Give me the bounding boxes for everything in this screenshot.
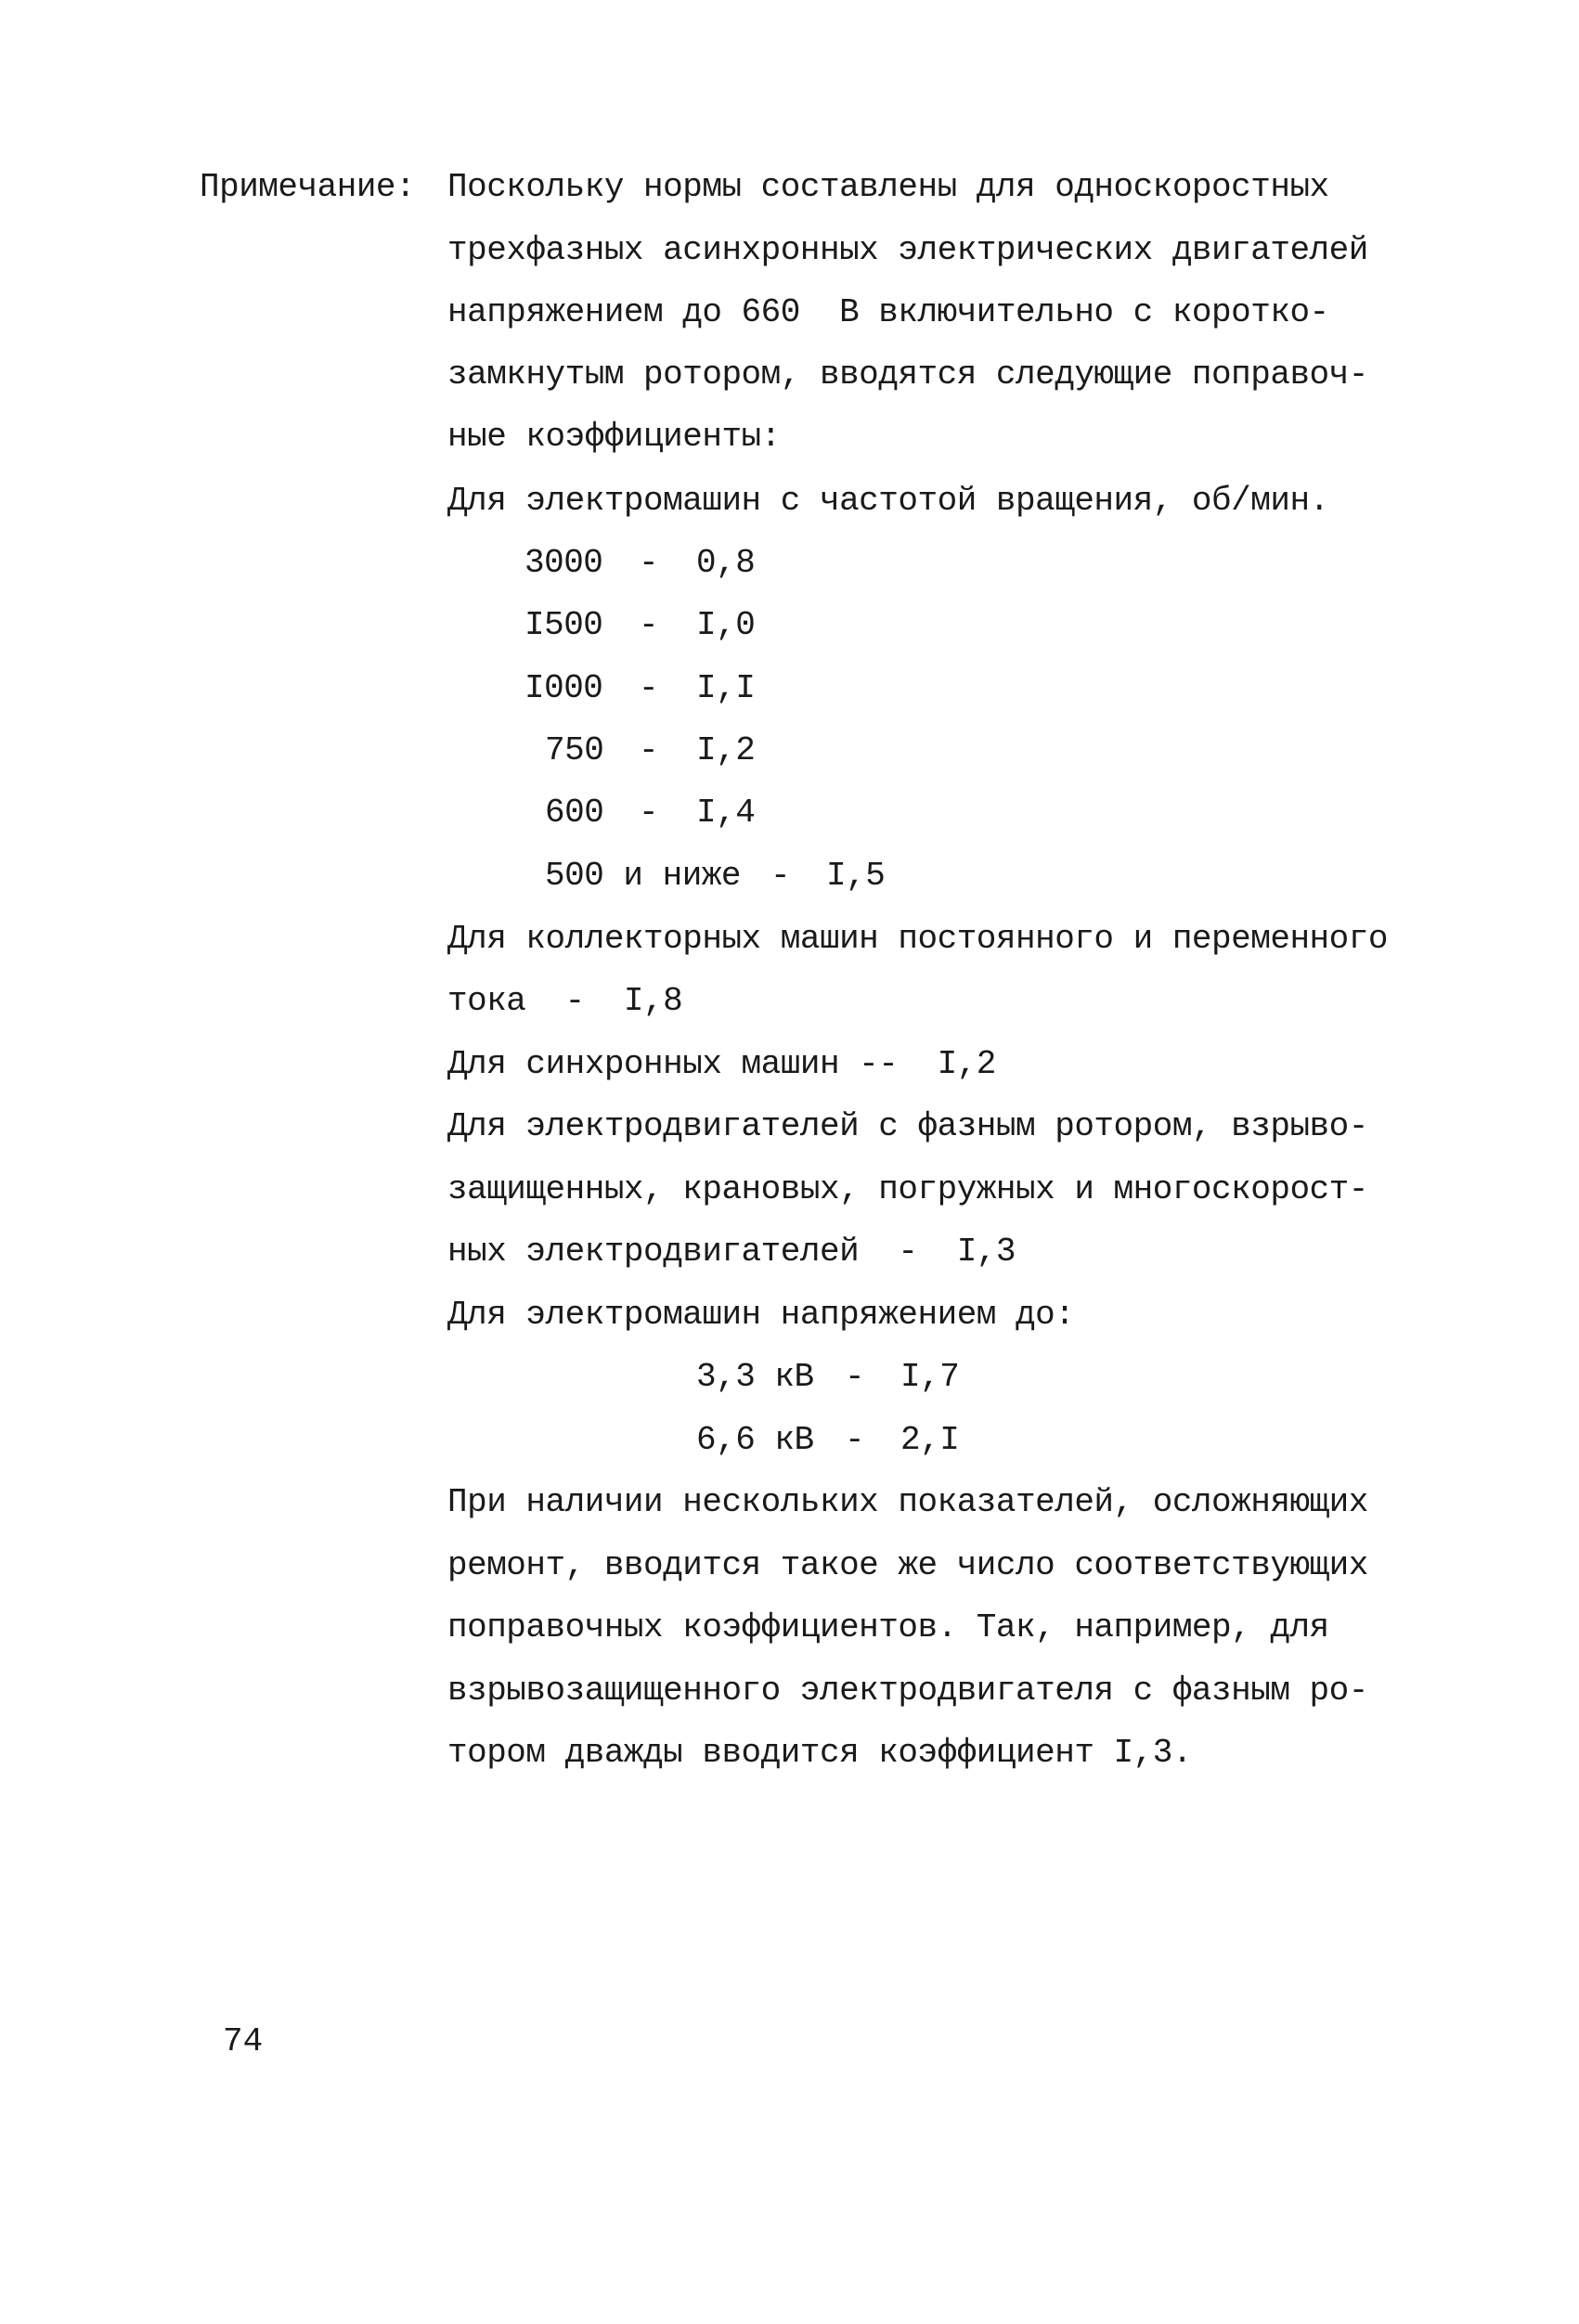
voltage-separator: - [845, 1358, 865, 1396]
speed-separator: - [639, 669, 659, 707]
speed-value: 600 [545, 794, 604, 832]
intro-line-4: замкнутым ротором, вводятся следующие поправоч- [447, 355, 1368, 394]
collector-line-1: Для коллекторных машин постоянного и переменного [447, 920, 1388, 958]
speed-coefficient: I,2 [696, 731, 756, 769]
speed-separator: - [639, 606, 659, 644]
speed-heading: Для электромашин с частотой вращения, об/мин. [447, 482, 1329, 520]
speed-separator: - [770, 857, 791, 895]
note-label: Примечание: [200, 168, 416, 206]
voltage-value: 6,6 кВ [696, 1421, 814, 1459]
speed-separator: - [639, 794, 659, 832]
voltage-coefficient: I,7 [900, 1358, 960, 1396]
speed-separator: - [639, 731, 659, 769]
speed-value: 3000 [524, 544, 603, 582]
voltage-value: 3,3 кВ [696, 1358, 814, 1396]
speed-coefficient: I,I [696, 669, 756, 707]
speed-value: I500 [524, 606, 603, 644]
voltage-coefficient: 2,I [900, 1421, 960, 1459]
voltage-separator: - [845, 1421, 865, 1459]
phase-rotor-line-1: Для электродвигателей с фазным ротором, взрыво- [447, 1107, 1368, 1145]
phase-rotor-line-2: защищенных, крановых, погружных и многоскорост- [447, 1170, 1368, 1208]
phase-rotor-line-3: ных электродвигателей - I,3 [447, 1233, 1016, 1271]
page-number: 74 [223, 2022, 264, 2060]
speed-value: 500 и ниже [545, 857, 742, 895]
speed-coefficient: I,0 [696, 606, 756, 644]
collector-line-2: тока - I,8 [447, 982, 683, 1020]
speed-value: I000 [524, 669, 603, 707]
intro-line-5: ные коэффициенты: [447, 418, 781, 456]
speed-coefficient: I,4 [696, 794, 756, 832]
speed-separator: - [639, 544, 659, 582]
intro-line-1: Поскольку нормы составлены для односкоростных [447, 168, 1329, 206]
closing-line-5: тором дважды вводится коэффициент I,3. [447, 1734, 1192, 1772]
speed-coefficient: I,5 [826, 857, 886, 895]
closing-line-4: взрывозащищенного электродвигателя с фазным ро- [447, 1672, 1368, 1710]
closing-line-3: поправочных коэффициентов. Так, например, для [447, 1608, 1329, 1646]
speed-coefficient: 0,8 [696, 544, 756, 582]
intro-line-2: трехфазных асинхронных электрических двигателей [447, 231, 1368, 269]
closing-line-2: ремонт, вводится такое же число соответствующих [447, 1546, 1368, 1584]
speed-value: 750 [545, 731, 604, 769]
voltage-heading: Для электромашин напряжением до: [447, 1296, 1075, 1334]
synchronous-line: Для синхронных машин -- I,2 [447, 1045, 996, 1083]
closing-line-1: При наличии нескольких показателей, осложняющих [447, 1483, 1368, 1521]
intro-line-3: напряжением до 660 В включительно с коротко- [447, 293, 1329, 331]
